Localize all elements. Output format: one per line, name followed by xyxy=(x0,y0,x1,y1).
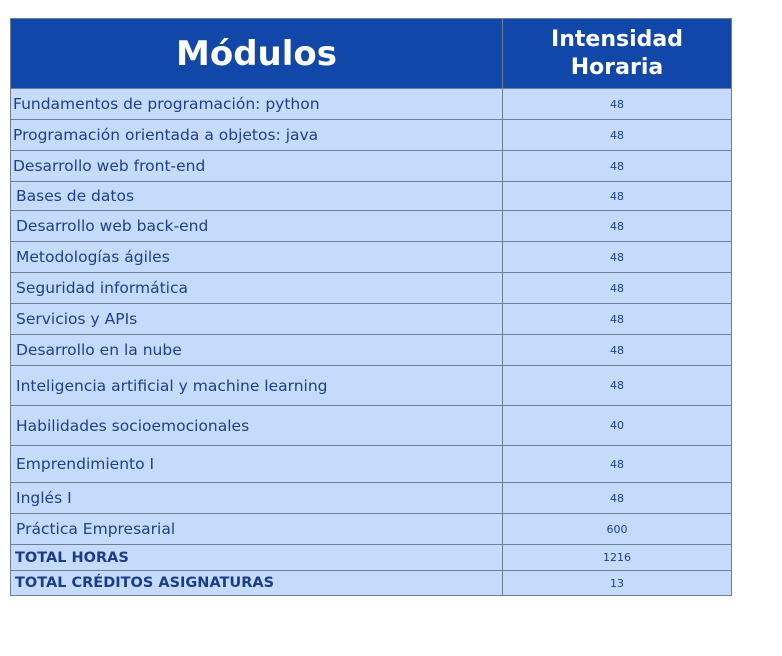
module-hours: 48 xyxy=(503,366,732,406)
total-hours-row xyxy=(11,545,732,571)
module-hours: 48 xyxy=(503,273,732,304)
module-name: Desarrollo en la nube xyxy=(11,335,503,366)
table-row xyxy=(11,182,732,211)
module-name: Habilidades socioemocionales xyxy=(11,406,503,446)
total-credits-value: 13 xyxy=(503,571,732,596)
module-name: Fundamentos de programación: python xyxy=(11,89,503,120)
table-row xyxy=(11,89,732,120)
module-hours: 48 xyxy=(503,211,732,242)
module-name: Desarrollo web back-end xyxy=(11,211,503,242)
table-row xyxy=(11,366,732,406)
total-hours-label: TOTAL HORAS xyxy=(11,545,503,571)
module-hours: 48 xyxy=(503,446,732,483)
module-name: Servicios y APIs xyxy=(11,304,503,335)
module-hours: 40 xyxy=(503,406,732,446)
total-hours-value: 1216 xyxy=(503,545,732,571)
module-hours: 48 xyxy=(503,335,732,366)
module-name: Metodologías ágiles xyxy=(11,242,503,273)
table-row xyxy=(11,273,732,304)
total-credits-row xyxy=(11,571,732,596)
table-row xyxy=(11,483,732,514)
table-row xyxy=(11,335,732,366)
module-name: Emprendimiento I xyxy=(11,446,503,483)
total-credits-label: TOTAL CRÉDITOS ASIGNATURAS xyxy=(11,571,503,596)
table-row xyxy=(11,151,732,182)
module-name: Inteligencia artificial y machine learning xyxy=(11,366,503,406)
module-hours: 48 xyxy=(503,242,732,273)
table-row xyxy=(11,211,732,242)
module-name: Inglés I xyxy=(11,483,503,514)
module-hours: 48 xyxy=(503,304,732,335)
module-hours: 48 xyxy=(503,483,732,514)
table-row xyxy=(11,120,732,151)
module-name: Desarrollo web front-end xyxy=(11,151,503,182)
modules-table xyxy=(10,18,732,596)
hours-column-header xyxy=(503,19,732,89)
module-hours: 48 xyxy=(503,89,732,120)
module-hours: 48 xyxy=(503,151,732,182)
table-row xyxy=(11,514,732,545)
module-name: Programación orientada a objetos: java xyxy=(11,120,503,151)
module-name: Seguridad informática xyxy=(11,273,503,304)
modules-table-container xyxy=(10,18,731,596)
module-name: Práctica Empresarial xyxy=(11,514,503,545)
table-row xyxy=(11,304,732,335)
table-row xyxy=(11,406,732,446)
module-hours: 600 xyxy=(503,514,732,545)
table-header-row xyxy=(11,19,732,89)
module-column-header: Módulos xyxy=(11,19,503,89)
table-row xyxy=(11,446,732,483)
table-row xyxy=(11,242,732,273)
module-hours: 48 xyxy=(503,182,732,211)
hours-header-line2: Horaria xyxy=(570,54,664,80)
module-hours: 48 xyxy=(503,120,732,151)
module-name: Bases de datos xyxy=(11,182,503,211)
hours-header-line1: Intensidad xyxy=(551,26,683,52)
